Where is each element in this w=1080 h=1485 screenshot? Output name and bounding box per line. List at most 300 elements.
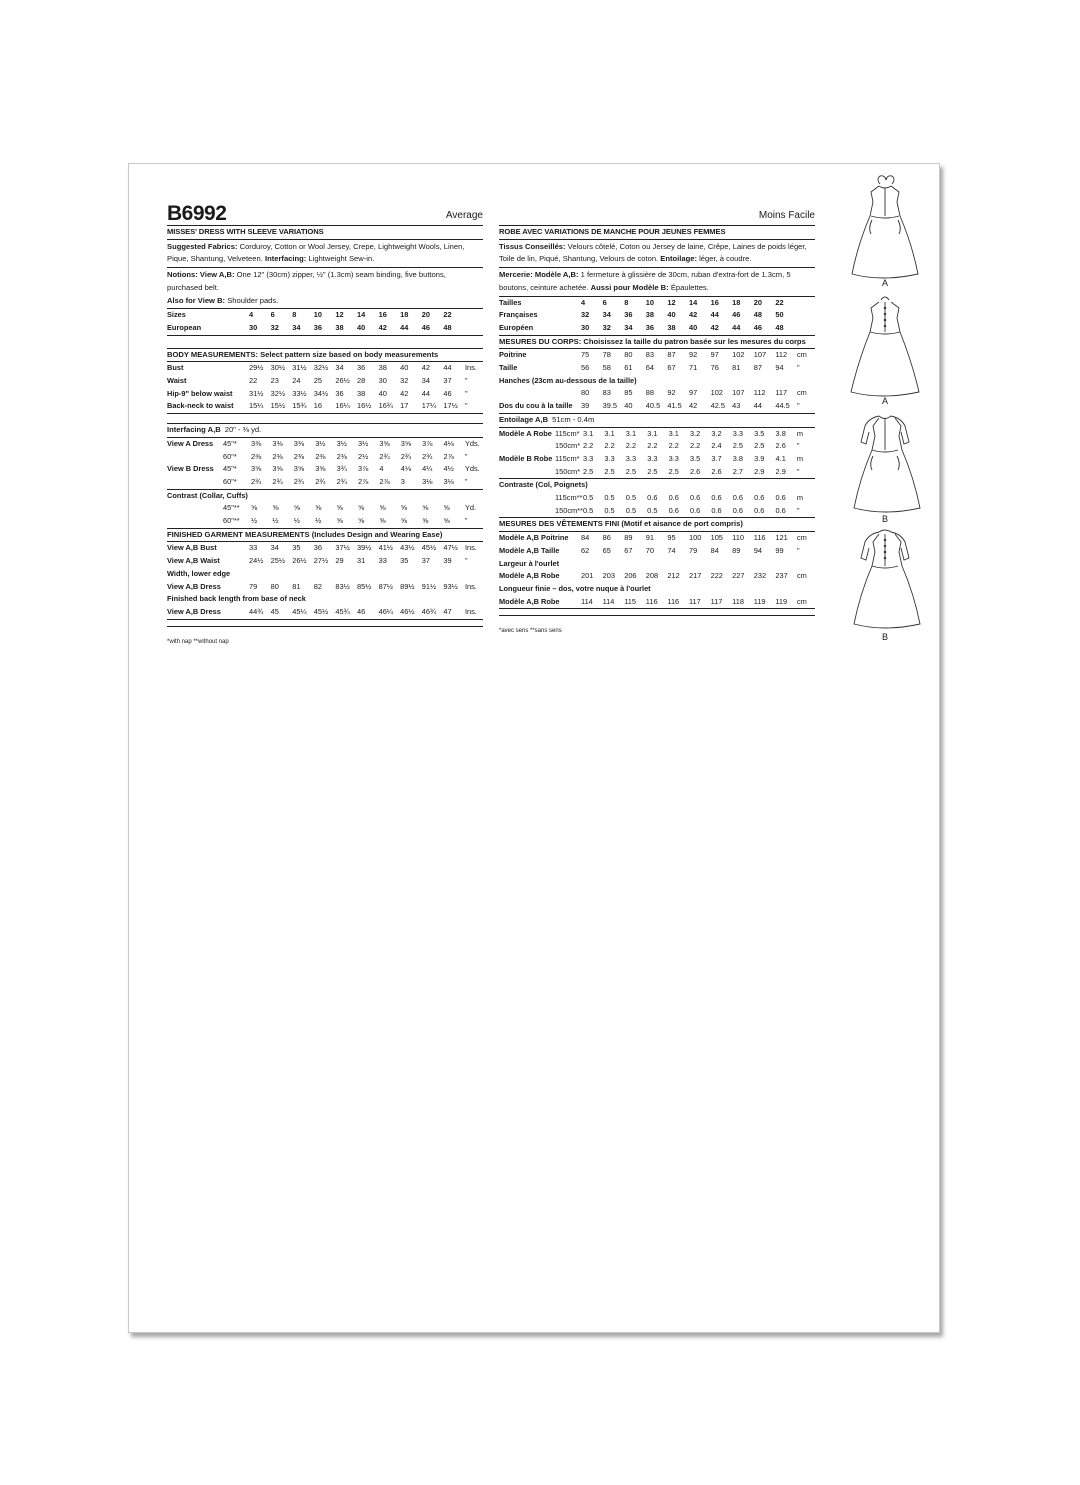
unit: Ins. [464, 606, 477, 616]
size-value: 201 [581, 571, 594, 581]
size-value: 3 [400, 476, 405, 486]
unit: " [796, 545, 800, 555]
size-value: 3⅝ [293, 464, 305, 474]
size-value: 46 [421, 322, 430, 332]
size-value: 16¼ [335, 401, 350, 411]
interfacing-label: Interfacing: [264, 254, 307, 264]
size-value: 34 [335, 363, 344, 373]
yardage-table [499, 428, 815, 479]
size-value: 121 [775, 533, 788, 543]
size-value: 45¾ [335, 606, 350, 616]
also-text-fr: Épaulettes. [670, 282, 709, 292]
table-row [167, 515, 483, 528]
size-value: 0.5 [625, 493, 637, 503]
size-value: 2.2 [647, 441, 658, 451]
size-value: 100 [688, 533, 702, 543]
size-value: 14 [356, 310, 366, 320]
size-value: ⅝ [357, 516, 365, 526]
size-value: 114 [602, 596, 615, 606]
table-row [167, 362, 483, 375]
size-value: 44 [421, 388, 430, 398]
size-value: 222 [710, 571, 723, 581]
table-row [167, 451, 483, 464]
size-value: 117 [688, 596, 701, 606]
size-value: 48 [753, 310, 762, 320]
row-label: Modèle A,B Poitrine [499, 533, 569, 543]
size-value: 3.9 [754, 453, 765, 463]
size-value: 41½ [378, 543, 393, 553]
size-value: 58 [602, 363, 611, 373]
contrast-table [499, 479, 815, 517]
row-label: Modèle A,B Taille [499, 545, 560, 555]
table-row [499, 309, 815, 322]
table-row [167, 476, 483, 489]
size-value: 227 [732, 571, 745, 581]
size-value: 16½ [356, 401, 372, 411]
finished-measurements-table [167, 542, 483, 618]
size-value: 3⅝ [379, 438, 390, 448]
row-heading: Largeur à l'ourlet [499, 558, 560, 568]
size-value: 89 [624, 533, 633, 543]
size-value: 3.1 [625, 428, 637, 438]
size-value: 107 [732, 388, 745, 398]
size-value: 20 [753, 297, 762, 307]
size-value: 2¾ [315, 476, 326, 486]
size-value: 79 [249, 581, 258, 591]
size-value: 67 [667, 363, 676, 373]
size-value: 79 [688, 545, 698, 555]
size-value: 23 [270, 376, 279, 386]
size-value: ⅝ [443, 516, 450, 526]
fabrics-label: Suggested Fabrics: [167, 241, 238, 251]
table-row [499, 349, 815, 362]
size-value: 2¾ [422, 451, 433, 461]
size-value: 0.6 [647, 493, 658, 503]
size-value: 4 [249, 310, 254, 320]
size-value: 3.2 [689, 428, 701, 438]
size-value: 212 [667, 571, 680, 581]
pattern-number: B6992 [167, 202, 227, 225]
sizes-table [499, 297, 815, 335]
size-value: 33 [378, 556, 387, 566]
size-value: 40 [667, 310, 676, 320]
table-row [499, 440, 815, 453]
table-row [167, 568, 483, 581]
size-value: 0.6 [775, 493, 786, 503]
size-value: 0.5 [604, 505, 615, 515]
size-value: 2⅞ [443, 451, 454, 461]
table-row [499, 558, 815, 571]
size-value: 0.6 [732, 493, 744, 503]
row-width: 115cm* [555, 453, 580, 463]
dress-view-a-back-icon [841, 290, 929, 408]
notions-text-fr: 1 fermeture à glissière de 30cm, ruban d'extra-fort de 1.3cm, 5 boutons, ceinture achetée. [499, 270, 791, 292]
size-value: 17 [400, 401, 409, 411]
size-value: 37 [443, 376, 452, 386]
size-value: 89½ [400, 581, 415, 591]
size-value: 16 [710, 297, 719, 307]
size-value: 48 [775, 322, 784, 332]
size-value: 40 [356, 322, 366, 332]
table-row [499, 545, 815, 558]
table-row [499, 400, 815, 413]
notions-label: Notions: View A,B: [167, 270, 235, 280]
size-value: 42.5 [710, 401, 725, 411]
size-value: ⅝ [422, 516, 429, 526]
size-value: 34 [292, 322, 301, 332]
size-value: 83 [602, 388, 611, 398]
row-label: Modèle A Robe [499, 428, 552, 438]
table-row [499, 387, 815, 400]
size-value: 87 [667, 350, 676, 360]
size-value: 3⅜ [251, 438, 262, 448]
size-value: 46 [732, 310, 741, 320]
size-value: 3⅝ [272, 464, 283, 474]
size-value: 44 [732, 322, 741, 332]
interfacing-row-label: Interfacing A,B [167, 425, 221, 435]
size-value: 2¾ [272, 476, 283, 486]
table-row [167, 606, 483, 619]
size-value: 93½ [443, 581, 458, 591]
view-b-label: B [881, 514, 888, 524]
size-value: 42 [688, 401, 698, 411]
unit: " [464, 401, 468, 411]
dress-view-b-back-icon [841, 526, 929, 644]
size-value: 17¼ [421, 401, 437, 411]
size-value: 3.8 [732, 453, 744, 463]
size-value: 31 [356, 556, 366, 566]
size-value: 38 [378, 363, 387, 373]
size-value: 2.9 [754, 466, 765, 476]
size-value: 78 [602, 350, 611, 360]
table-row [499, 492, 815, 505]
sizes-table [167, 309, 483, 334]
size-value: 4½ [443, 464, 454, 474]
size-value: 34 [270, 543, 279, 553]
row-heading: Longueur finie – dos, votre nuque à l'ourlet [499, 583, 651, 593]
size-value: 118 [732, 596, 744, 606]
size-value: 46 [356, 606, 366, 616]
size-value: 237 [775, 571, 788, 581]
size-value: 2.6 [775, 441, 786, 451]
table-row [499, 297, 815, 310]
unit: " [796, 441, 800, 451]
row-label: Waist [167, 376, 187, 386]
row-label: View B Dress [167, 464, 214, 474]
size-value: ½ [251, 516, 258, 526]
size-value: 102 [710, 388, 723, 398]
size-value: 4 [379, 464, 384, 474]
size-value: 85½ [356, 581, 372, 591]
size-value: 3⅜ [293, 438, 305, 448]
size-value: 32½ [313, 363, 329, 373]
interfacing-label-fr: Entoilage: [660, 254, 697, 264]
size-value: 80 [270, 581, 279, 591]
size-value: 50 [775, 310, 784, 320]
size-value: 32 [400, 376, 409, 386]
size-value: 3.3 [668, 453, 679, 463]
size-value: 10 [313, 310, 323, 320]
size-value: 3.3 [647, 453, 658, 463]
contrast-table [167, 490, 483, 528]
size-value: 81 [292, 581, 301, 591]
size-value: 45 [270, 606, 279, 616]
row-heading: Contraste (Col, Poignets) [499, 480, 588, 490]
size-value: 86 [602, 533, 611, 543]
row-heading: Hanches (23cm au-dessous de la taille) [499, 375, 637, 385]
size-value: 32 [581, 310, 590, 320]
size-value: 30½ [270, 363, 285, 373]
size-value: 3½ [357, 438, 369, 448]
size-value: 38 [667, 322, 676, 332]
size-value: 107 [753, 350, 767, 360]
size-value: 37½ [335, 543, 350, 553]
table-row [499, 466, 815, 479]
size-value: 2.6 [711, 466, 722, 476]
size-value: 34½ [313, 388, 329, 398]
row-width: 60"** [223, 516, 240, 526]
size-value: 16 [378, 310, 387, 320]
size-value: 2¾ [400, 451, 412, 461]
suggested-fabrics [167, 240, 483, 268]
size-value: 31½ [249, 388, 264, 398]
table-row [499, 453, 815, 466]
size-value: 15½ [270, 401, 285, 411]
row-label [499, 492, 555, 505]
interfacing-text: Lightweight Sew-in. [308, 254, 375, 264]
notions-label-fr: Mercerie: Modèle A,B: [499, 270, 579, 280]
size-value: 40 [624, 401, 633, 411]
unit: " [796, 466, 800, 476]
unit: Ins. [464, 363, 477, 373]
size-value: 116 [753, 533, 766, 543]
table-row [499, 375, 815, 388]
size-value: 3.1 [604, 428, 615, 438]
size-value: 0.6 [732, 505, 744, 515]
view-illustrations [841, 172, 929, 644]
size-value: 2⅜ [336, 451, 347, 461]
unit: cm [796, 350, 807, 360]
size-value: 3⅞ [422, 438, 433, 448]
size-value: 18 [732, 297, 741, 307]
size-value: 3.1 [647, 428, 658, 438]
row-label: Sizes [167, 310, 186, 320]
notions-text: One 12" (30cm) zipper, ½" (1.3cm) seam binding, five buttons, purchased belt. [167, 270, 446, 292]
size-value: 56 [581, 363, 590, 373]
size-value: 102 [732, 350, 745, 360]
size-value: ½ [315, 516, 322, 526]
size-value: 30 [581, 322, 590, 332]
size-value: 44 [443, 363, 452, 373]
row-label: European [167, 322, 202, 332]
size-value: 87 [753, 363, 762, 373]
size-value: 2.5 [583, 466, 594, 476]
size-value: 22 [249, 376, 258, 386]
size-value: 24½ [249, 556, 264, 566]
row-heading: Contrast (Collar, Cuffs) [167, 490, 248, 500]
size-value: 71 [688, 363, 698, 373]
size-value: 40 [400, 363, 409, 373]
unit: " [796, 505, 800, 515]
size-value: 34 [421, 376, 430, 386]
size-value: 24 [292, 376, 301, 386]
size-value: 3⅛ [443, 476, 454, 486]
interfacing-yardage [167, 424, 483, 438]
size-value: 2⅜ [272, 451, 283, 461]
row-label: View A,B Dress [167, 581, 221, 591]
size-value: 18 [400, 310, 409, 320]
pattern-envelope-back [128, 163, 940, 1333]
size-value: 2⅞ [357, 476, 369, 486]
size-value: 3⅝ [251, 464, 262, 474]
finished-measurements-table [499, 532, 815, 608]
size-value: 46 [443, 388, 452, 398]
size-value: 40 [378, 388, 387, 398]
row-label [499, 505, 555, 518]
size-value: 36 [624, 310, 633, 320]
row-label: Dos du cou à la taille [499, 401, 573, 411]
size-value: ⅝ [443, 503, 450, 513]
size-value: 35 [400, 556, 409, 566]
size-value: ⅝ [422, 503, 429, 513]
size-value: 0.5 [583, 493, 594, 503]
table-row [499, 428, 815, 441]
dress-view-b-front-icon [841, 408, 929, 526]
size-value: ⅝ [336, 503, 343, 513]
size-value: 0.6 [689, 493, 701, 503]
body-measurements-table [167, 362, 483, 413]
size-value: 32 [270, 322, 279, 332]
size-value: 2.9 [775, 466, 786, 476]
size-value: 80 [624, 350, 633, 360]
size-value: 27½ [313, 556, 329, 566]
fabrics-text-fr: Velours côtelé, Coton ou Jersey de laine, Crêpe, Laines de poids léger, Toile de lin, Piqué, Shantung, Velours de coton. [499, 241, 807, 264]
size-value: ½ [293, 516, 300, 526]
row-width: 115cm* [555, 428, 580, 438]
table-row [167, 438, 483, 451]
size-value: 84 [581, 533, 590, 543]
size-value: 47½ [443, 543, 458, 553]
size-value: 2⅜ [251, 451, 262, 461]
size-value: 3.2 [711, 428, 722, 438]
table-row [167, 463, 483, 476]
size-value: 117 [775, 388, 788, 398]
row-heading: Finished back length from base of neck [167, 594, 306, 604]
size-value: 4⅛ [443, 438, 454, 448]
table-row [167, 502, 483, 515]
unit [797, 322, 815, 335]
size-value: ⅝ [400, 503, 407, 513]
row-label: View A,B Waist [167, 556, 220, 566]
table-row [167, 490, 483, 503]
size-value: 36 [356, 363, 366, 373]
size-value: 2.5 [668, 466, 679, 476]
unit: m [796, 453, 804, 463]
size-value: 0.6 [775, 505, 786, 515]
size-value: 44 [753, 401, 762, 411]
size-value: 31½ [292, 363, 307, 373]
size-value: 3⅝ [400, 438, 412, 448]
size-value: 2.2 [625, 441, 637, 451]
size-value: 37 [421, 556, 430, 566]
difficulty-level-fr: Moins Facile [758, 210, 815, 221]
size-value: 0.6 [668, 505, 679, 515]
unit: Ins. [464, 543, 477, 553]
size-value: 232 [753, 571, 767, 581]
size-value: ⅝ [315, 503, 322, 513]
size-value: 15¼ [249, 401, 264, 411]
interfacing-yardage [499, 414, 815, 428]
size-value: 42 [688, 310, 698, 320]
size-value: 39 [443, 556, 452, 566]
interfacing-row-label: Entoilage A,B [499, 414, 549, 424]
row-label [167, 515, 223, 528]
size-value: 0.5 [604, 493, 615, 503]
size-value: 20 [421, 310, 430, 320]
size-value: 92 [688, 350, 698, 360]
row-label: Modèle A,B Robe [499, 596, 560, 606]
size-value: 44.5 [775, 401, 790, 411]
size-value: 0.6 [754, 493, 765, 503]
finished-measurements-heading: MESURES DES VÊTEMENTS FINI (Motif et aisance de port compris) [499, 518, 815, 532]
size-value: 114 [581, 596, 593, 606]
size-value: 40.5 [645, 401, 661, 411]
unit: Yds. [464, 438, 480, 448]
size-value: 35 [292, 543, 301, 553]
unit: " [464, 388, 468, 398]
size-value: 65 [602, 545, 611, 555]
size-value: 43½ [400, 543, 415, 553]
size-value: 3½ [336, 438, 347, 448]
size-value: 46½ [400, 606, 415, 616]
notions [167, 268, 483, 309]
table-row [167, 375, 483, 388]
size-value: 2.4 [711, 441, 722, 451]
row-label: View A,B Dress [167, 606, 221, 616]
size-value: 3⅜ [272, 438, 283, 448]
size-value: 3⅛ [422, 476, 433, 486]
size-value: 44¾ [249, 606, 264, 616]
unit: " [464, 376, 468, 386]
size-value: 84 [710, 545, 719, 555]
size-value: 22 [443, 310, 452, 320]
row-width: 45"** [223, 503, 240, 513]
size-value: 81 [732, 363, 741, 373]
size-value: 36 [313, 543, 323, 553]
size-value: 203 [602, 571, 615, 581]
size-value: 25½ [270, 556, 285, 566]
table-row [167, 555, 483, 568]
size-value: 28 [356, 376, 366, 386]
unit: Ins. [464, 581, 477, 591]
dress-view-a-front-icon [841, 172, 929, 290]
unit [465, 322, 483, 335]
row-heading: Width, lower edge [167, 568, 231, 578]
size-value: 47 [443, 606, 452, 616]
size-value: ⅝ [400, 516, 407, 526]
size-value: 0.6 [668, 493, 679, 503]
footnote: *with nap **without nap [167, 638, 229, 645]
unit: m [796, 428, 804, 438]
also-text: Shoulder pads. [227, 295, 279, 305]
size-value: 2.5 [754, 441, 765, 451]
size-value: 74 [667, 545, 676, 555]
unit: cm [796, 533, 807, 543]
size-value: 26½ [292, 556, 307, 566]
size-value: 97 [688, 388, 698, 398]
size-value: 89 [732, 545, 741, 555]
size-value: 3½ [315, 438, 326, 448]
